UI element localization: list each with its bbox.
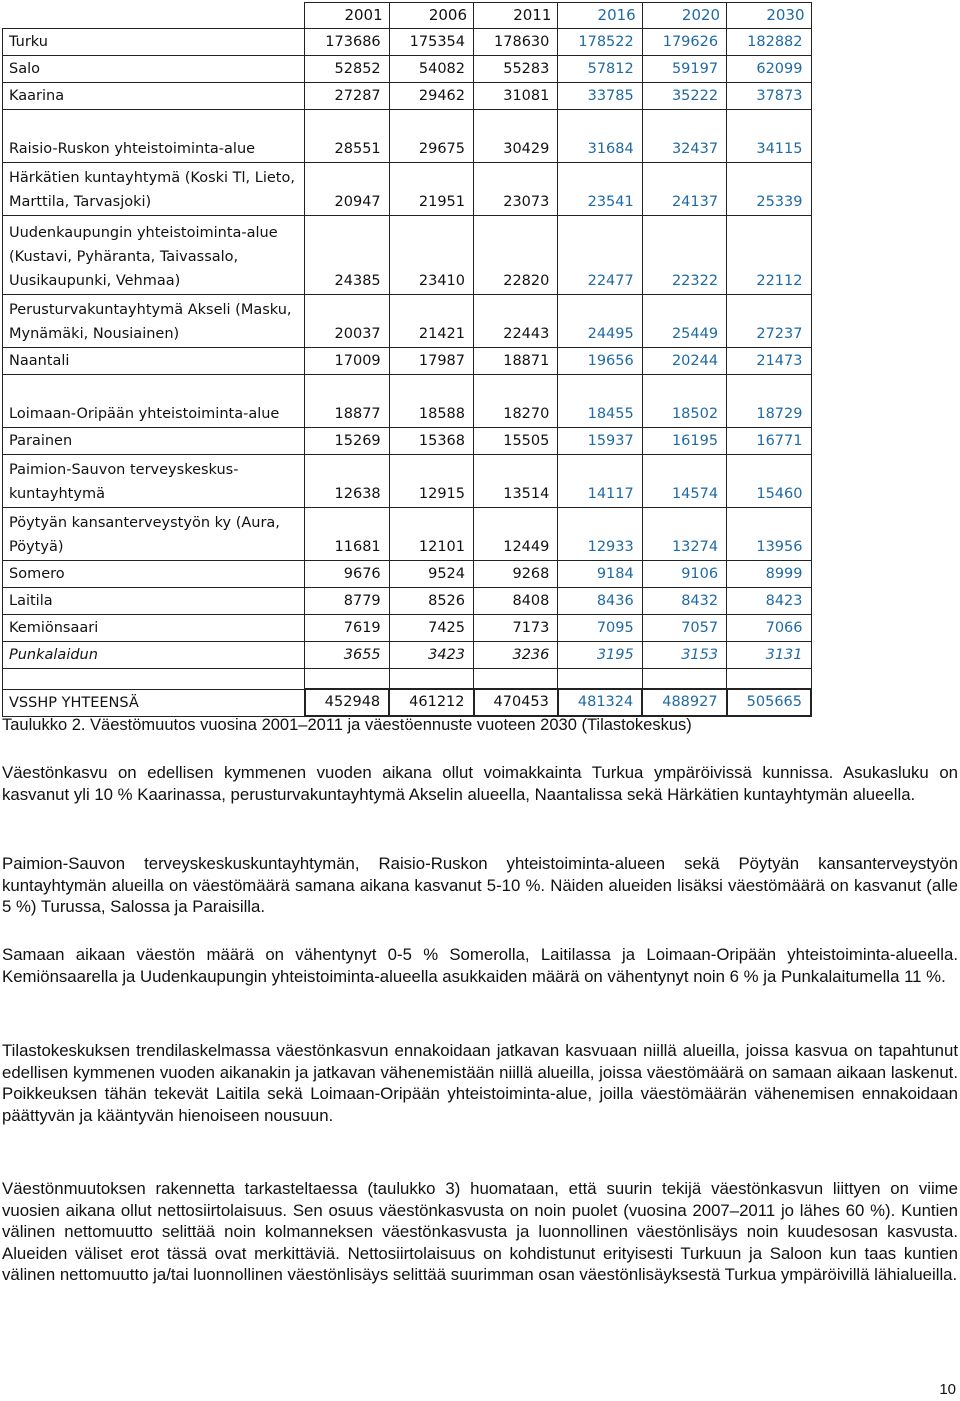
- projection-value-cell: 24137: [642, 163, 726, 216]
- region-name-cell: Laitila: [3, 588, 305, 615]
- projection-value-cell: 505665: [727, 689, 811, 716]
- population-value-cell: 29675: [389, 110, 473, 163]
- population-value-cell: 28551: [305, 110, 389, 163]
- projection-value-cell: 3131: [727, 642, 811, 669]
- projection-value-cell: 15460: [727, 455, 811, 508]
- projection-value-cell: 21473: [727, 348, 811, 375]
- table-row: [3, 455, 812, 508]
- projection-value-cell: 22322: [642, 216, 726, 295]
- projection-value-cell: 15937: [558, 428, 642, 455]
- table-row: [3, 588, 812, 615]
- body-paragraph: Tilastokeskuksen trendilaskelmassa väestönkasvun ennakoidaan jatkavan kasvuaan niillä alueilla, joissa kasvua on tapahtunut edellisen kymmenen vuoden aikanakin ja jatkavan vähenemistään niillä alueilla, joissa väestömäärä on samaan aikaan laskenut. Poikkeuksen tähän tekevät Laitila sekä Loimaan-Oripään yhteistoiminta-alue, joilla väestömäärän vähenemisen ennakoidaan päättyvän ja kääntyvän hienoiseen nousuun.: [2, 1041, 958, 1125]
- projection-value-cell: 8436: [558, 588, 642, 615]
- population-value-cell: 23073: [474, 163, 558, 216]
- population-value-cell: 22820: [474, 216, 558, 295]
- population-value-cell: 18588: [389, 375, 473, 428]
- projection-value-cell: 7066: [727, 615, 811, 642]
- projection-value-cell: 182882: [727, 29, 811, 56]
- year-header-projection: 2016: [558, 3, 642, 29]
- body-paragraph: Väestönmuutoksen rakennetta tarkasteltaessa (taulukko 3) huomataan, että suurin tekijä väestönkasvun liittyen on viime vuosien aikana ollut nettosiirtolaisuus. Sen osuus väestönkasvusta on noin puolet (vuosina 2007–2011 jo lähes 60 %). Kuntien välinen nettomuutto selittää noin kolmanneksen väestönkasvusta ja luonnollinen väestönlisäys noin kuudesosan kasvusta. Alueiden väliset erot tässä ovat merkittäviä. Nettosiirtolaisuus on kohdistunut erityisesti Turkuun ja Saloon kun taas kuntien välinen nettomuutto ja/tai luonnollinen väestönlisäys selittää suurimman osan väestönlisäyksestä Turkua ympäröivillä lähialueilla.: [2, 1179, 958, 1284]
- projection-value-cell: 31684: [558, 110, 642, 163]
- spacer-cell: [727, 669, 811, 690]
- population-value-cell: 9268: [474, 561, 558, 588]
- projection-value-cell: 9184: [558, 561, 642, 588]
- body-paragraph: Väestönkasvu on edellisen kymmenen vuoden aikana ollut voimakkainta Turkua ympäröivissä kunnissa. Asukasluku on kasvanut yli 10 % Kaarinassa, perusturvakuntayhtymä Akselin alueella, Naantalissa sekä Härkätien kuntayhtymän alueella.: [2, 763, 958, 804]
- table-row: [3, 348, 812, 375]
- population-value-cell: 7619: [305, 615, 389, 642]
- projection-value-cell: 481324: [558, 689, 642, 716]
- projection-value-cell: 59197: [642, 56, 726, 83]
- population-value-cell: 8408: [474, 588, 558, 615]
- projection-value-cell: 24495: [558, 295, 642, 348]
- year-header: 2006: [389, 3, 473, 29]
- table-row: [3, 163, 812, 216]
- population-value-cell: 22443: [474, 295, 558, 348]
- header-empty-cell: [3, 3, 305, 29]
- year-header: 2001: [305, 3, 389, 29]
- population-value-cell: 15505: [474, 428, 558, 455]
- projection-value-cell: 33785: [558, 83, 642, 110]
- population-value-cell: 27287: [305, 83, 389, 110]
- projection-value-cell: 23541: [558, 163, 642, 216]
- projection-value-cell: 178522: [558, 29, 642, 56]
- projection-value-cell: 18455: [558, 375, 642, 428]
- projection-value-cell: 62099: [727, 56, 811, 83]
- region-name-cell: Uudenkaupungin yhteistoiminta-alue (Kustavi, Pyhäranta, Taivassalo, Uusikaupunki, Vehmaa): [3, 216, 305, 295]
- population-table-body: [3, 3, 812, 717]
- body-paragraph: Samaan aikaan väestön määrä on vähentynyt 0-5 % Somerolla, Laitilassa ja Loimaan-Oripään yhteistoiminta-alueella. Kemiönsaarella ja Uudenkaupungin yhteistoiminta-alueella asukkaiden määrä on vähentynyt noin 6 % ja Punkalaitumella 11 %.: [2, 945, 958, 986]
- projection-value-cell: 13274: [642, 508, 726, 561]
- table-row: [3, 29, 812, 56]
- year-header-projection: 2020: [642, 3, 726, 29]
- population-value-cell: 15269: [305, 428, 389, 455]
- population-value-cell: 15368: [389, 428, 473, 455]
- region-name-cell: Pöytyän kansanterveystyön ky (Aura, Pöytyä): [3, 508, 305, 561]
- spacer-cell: [3, 669, 305, 690]
- table-row: [3, 56, 812, 83]
- region-name-cell: Kaarina: [3, 83, 305, 110]
- projection-value-cell: 488927: [642, 689, 726, 716]
- population-value-cell: 7425: [389, 615, 473, 642]
- population-value-cell: 29462: [389, 83, 473, 110]
- table-row: [3, 428, 812, 455]
- table-row: [3, 83, 812, 110]
- table-row: [3, 561, 812, 588]
- population-value-cell: 20947: [305, 163, 389, 216]
- population-value-cell: 3236: [474, 642, 558, 669]
- population-value-cell: 18871: [474, 348, 558, 375]
- population-table: [2, 2, 812, 717]
- population-value-cell: 54082: [389, 56, 473, 83]
- projection-value-cell: 25339: [727, 163, 811, 216]
- population-value-cell: 3655: [305, 642, 389, 669]
- population-value-cell: 17987: [389, 348, 473, 375]
- region-name-cell: Salo: [3, 56, 305, 83]
- population-value-cell: 18877: [305, 375, 389, 428]
- projection-value-cell: 18729: [727, 375, 811, 428]
- region-name-cell: Naantali: [3, 348, 305, 375]
- region-name-cell: VSSHP YHTEENSÄ: [3, 689, 305, 716]
- projection-value-cell: 20244: [642, 348, 726, 375]
- region-name-cell: Loimaan-Oripään yhteistoiminta-alue: [3, 375, 305, 428]
- region-name-cell: Somero: [3, 561, 305, 588]
- population-value-cell: 13514: [474, 455, 558, 508]
- spacer-cell: [642, 669, 726, 690]
- projection-value-cell: 18502: [642, 375, 726, 428]
- table-row: [3, 110, 812, 163]
- population-value-cell: 55283: [474, 56, 558, 83]
- population-value-cell: 175354: [389, 29, 473, 56]
- region-name-cell: Kemiönsaari: [3, 615, 305, 642]
- population-value-cell: 9676: [305, 561, 389, 588]
- population-value-cell: 21951: [389, 163, 473, 216]
- total-row: [3, 689, 812, 716]
- projection-value-cell: 37873: [727, 83, 811, 110]
- projection-value-cell: 32437: [642, 110, 726, 163]
- population-value-cell: 9524: [389, 561, 473, 588]
- table-row: [3, 615, 812, 642]
- table-row: [3, 216, 812, 295]
- population-value-cell: 21421: [389, 295, 473, 348]
- table-row: [3, 642, 812, 669]
- population-value-cell: 12101: [389, 508, 473, 561]
- population-value-cell: 7173: [474, 615, 558, 642]
- population-value-cell: 31081: [474, 83, 558, 110]
- population-value-cell: 12449: [474, 508, 558, 561]
- projection-value-cell: 14117: [558, 455, 642, 508]
- projection-value-cell: 3153: [642, 642, 726, 669]
- projection-value-cell: 57812: [558, 56, 642, 83]
- projection-value-cell: 9106: [642, 561, 726, 588]
- region-name-cell: Punkalaidun: [3, 642, 305, 669]
- projection-value-cell: 13956: [727, 508, 811, 561]
- population-table-wrapper: [2, 2, 812, 717]
- table-row: [3, 295, 812, 348]
- spacer-cell: [389, 669, 473, 690]
- table-row: [3, 508, 812, 561]
- population-value-cell: 17009: [305, 348, 389, 375]
- population-value-cell: 30429: [474, 110, 558, 163]
- region-name-cell: Parainen: [3, 428, 305, 455]
- projection-value-cell: 8999: [727, 561, 811, 588]
- spacer-row: [3, 669, 812, 690]
- table-header-row: [3, 3, 812, 29]
- population-value-cell: 452948: [305, 689, 389, 716]
- population-value-cell: 52852: [305, 56, 389, 83]
- region-name-cell: Paimion-Sauvon terveyskeskus-kuntayhtymä: [3, 455, 305, 508]
- region-name-cell: Perusturvakuntayhtymä Akseli (Masku, Mynämäki, Nousiainen): [3, 295, 305, 348]
- region-name-cell: Raisio-Ruskon yhteistoiminta-alue: [3, 110, 305, 163]
- projection-value-cell: 16195: [642, 428, 726, 455]
- population-value-cell: 12915: [389, 455, 473, 508]
- year-header: 2011: [474, 3, 558, 29]
- population-value-cell: 18270: [474, 375, 558, 428]
- projection-value-cell: 8423: [727, 588, 811, 615]
- projection-value-cell: 7095: [558, 615, 642, 642]
- region-name-cell: Turku: [3, 29, 305, 56]
- region-name-cell: Härkätien kuntayhtymä (Koski Tl, Lieto, Marttila, Tarvasjoki): [3, 163, 305, 216]
- projection-value-cell: 8432: [642, 588, 726, 615]
- population-value-cell: 11681: [305, 508, 389, 561]
- population-value-cell: 12638: [305, 455, 389, 508]
- projection-value-cell: 12933: [558, 508, 642, 561]
- spacer-cell: [558, 669, 642, 690]
- population-value-cell: 470453: [474, 689, 558, 716]
- projection-value-cell: 25449: [642, 295, 726, 348]
- spacer-cell: [474, 669, 558, 690]
- year-header-projection: 2030: [727, 3, 811, 29]
- projection-value-cell: 179626: [642, 29, 726, 56]
- population-value-cell: 461212: [389, 689, 473, 716]
- projection-value-cell: 22112: [727, 216, 811, 295]
- page-number: 10: [939, 1381, 956, 1398]
- projection-value-cell: 16771: [727, 428, 811, 455]
- population-value-cell: 8526: [389, 588, 473, 615]
- population-value-cell: 23410: [389, 216, 473, 295]
- population-value-cell: 20037: [305, 295, 389, 348]
- table-row: [3, 375, 812, 428]
- body-paragraph: Paimion-Sauvon terveyskeskuskuntayhtymän, Raisio-Ruskon yhteistoiminta-alueen sekä Pöytyän kansanterveystyön kuntayhtymän alueilla on väestömäärä samana aikana kasvanut 5-10 %. Näiden alueiden lisäksi väestömäärä on kasvanut (alle 5 %) Turussa, Salossa ja Paraisilla.: [2, 854, 958, 916]
- projection-value-cell: 14574: [642, 455, 726, 508]
- projection-value-cell: 35222: [642, 83, 726, 110]
- population-value-cell: 173686: [305, 29, 389, 56]
- population-value-cell: 8779: [305, 588, 389, 615]
- table-caption: Taulukko 2. Väestömuutos vuosina 2001–2011 ja väestöennuste vuoteen 2030 (Tilastokeskus): [2, 716, 692, 734]
- projection-value-cell: 3195: [558, 642, 642, 669]
- population-value-cell: 178630: [474, 29, 558, 56]
- projection-value-cell: 22477: [558, 216, 642, 295]
- population-value-cell: 24385: [305, 216, 389, 295]
- projection-value-cell: 34115: [727, 110, 811, 163]
- projection-value-cell: 19656: [558, 348, 642, 375]
- projection-value-cell: 7057: [642, 615, 726, 642]
- population-value-cell: 3423: [389, 642, 473, 669]
- projection-value-cell: 27237: [727, 295, 811, 348]
- spacer-cell: [305, 669, 389, 690]
